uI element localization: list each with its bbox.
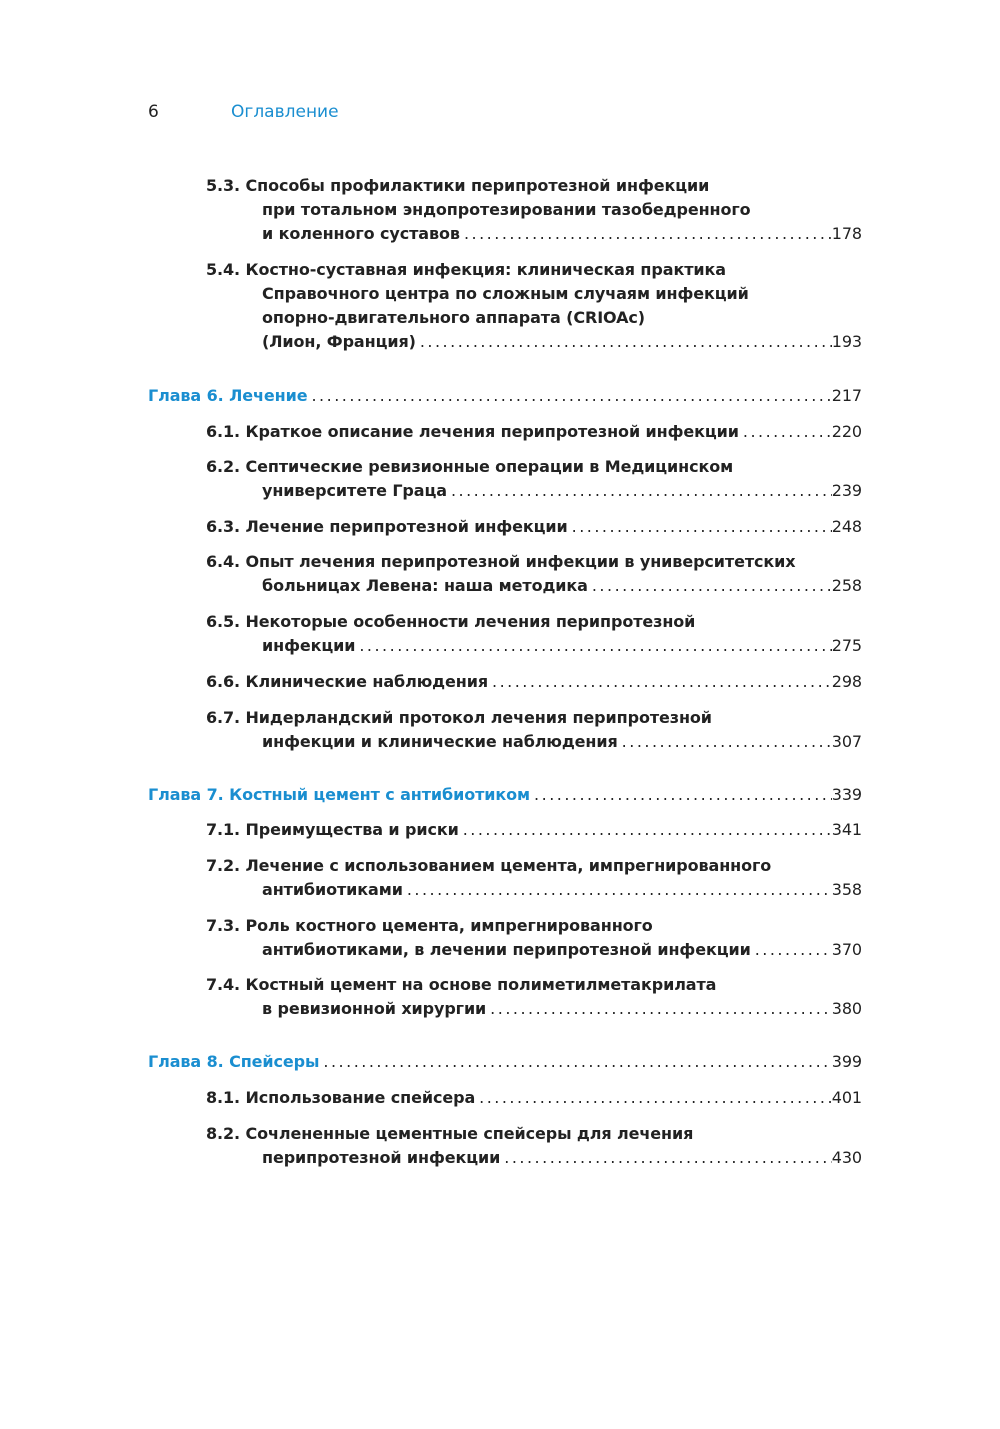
toc-page-number: 239 <box>831 481 862 500</box>
toc-page-number: 220 <box>831 422 862 441</box>
toc-page-number: 275 <box>831 636 862 655</box>
toc-entry-title-line: (Лион, Франция) <box>262 332 416 351</box>
toc-entry-7-3[interactable] <box>206 914 862 962</box>
toc-chapter-title: Глава 7. Костный цемент с антибиотиком <box>148 785 531 804</box>
dot-leader <box>459 818 832 842</box>
toc-page-number: 217 <box>831 386 862 405</box>
toc-chapter-title: Глава 8. Спейсеры <box>148 1052 320 1071</box>
toc-entry-title-line: 7.1. Преимущества и риски <box>206 820 459 839</box>
toc-entry-title-line: антибиотиками, в лечении перипротезной инфекции <box>262 940 751 959</box>
dot-leader <box>751 938 832 962</box>
toc-chapter-8[interactable] <box>148 1050 862 1074</box>
toc-page-number: 298 <box>831 672 862 691</box>
toc-entry-title-line: и коленного суставов <box>262 224 460 243</box>
toc-entry-title-line: перипротезной инфекции <box>262 1148 501 1167</box>
toc-page-number: 430 <box>831 1148 862 1167</box>
dot-leader <box>403 878 832 902</box>
dot-leader <box>460 222 832 246</box>
dot-leader <box>530 783 832 807</box>
dot-leader <box>618 730 832 754</box>
toc-entry-title-line: инфекции <box>262 636 356 655</box>
toc-entry-6-6[interactable] <box>206 670 862 694</box>
toc-page-number: 248 <box>831 517 862 536</box>
toc-entry-6-4[interactable] <box>206 550 862 598</box>
toc-page-number: 339 <box>831 785 862 804</box>
dot-leader <box>568 515 832 539</box>
dot-leader <box>319 1050 831 1074</box>
dot-leader <box>500 1146 831 1170</box>
toc-entry-8-1[interactable] <box>206 1086 862 1110</box>
toc-page-number: 401 <box>831 1088 862 1107</box>
toc-page-number: 358 <box>831 880 862 899</box>
toc-page-number: 307 <box>831 732 862 751</box>
toc-page-number: 399 <box>831 1052 862 1071</box>
toc-page-number: 380 <box>831 999 862 1018</box>
toc-page-number: 178 <box>831 224 862 243</box>
toc-chapter-6[interactable] <box>148 384 862 408</box>
toc-entry-title-line: 5.4. Костно-суставная инфекция: клиническая практика <box>206 260 726 279</box>
toc-entry-title-line: университете Граца <box>262 481 447 500</box>
toc-entry-5-3[interactable] <box>206 174 862 246</box>
toc-entry-6-1[interactable] <box>206 420 862 444</box>
page-number: 6 <box>148 102 159 122</box>
toc-entry-6-7[interactable] <box>206 706 862 754</box>
toc-page-number: 370 <box>831 940 862 959</box>
toc-entry-title-line: инфекции и клинические наблюдения <box>262 732 618 751</box>
toc-entry-title-line: 8.1. Использование спейсера <box>206 1088 476 1107</box>
toc-entry-title-line: 6.7. Нидерландский протокол лечения перипротезной <box>206 708 712 727</box>
toc-chapter-7[interactable] <box>148 783 862 807</box>
toc-entry-title-line: 6.5. Некоторые особенности лечения перипротезной <box>206 612 696 631</box>
toc-entry-6-3[interactable] <box>206 515 862 539</box>
dot-leader <box>588 574 832 598</box>
toc-entry-title-line: при тотальном эндопротезировании тазобедренного <box>262 200 751 219</box>
toc-chapter-title: Глава 6. Лечение <box>148 386 308 405</box>
toc-entry-7-2[interactable] <box>206 854 862 902</box>
toc-entry-title-line: в ревизионной хирургии <box>262 999 487 1018</box>
toc-entry-6-2[interactable] <box>206 455 862 503</box>
toc-page-number: 341 <box>831 820 862 839</box>
toc-entry-title-line: 6.6. Клинические наблюдения <box>206 672 488 691</box>
toc-entry-title-line: 6.1. Краткое описание лечения перипротезной инфекции <box>206 422 739 441</box>
toc-entry-title-line: антибиотиками <box>262 880 403 899</box>
toc-entry-title-line: 7.2. Лечение с использованием цемента, импрегнированного <box>206 856 772 875</box>
toc-entry-title-line: 6.4. Опыт лечения перипротезной инфекции в университетских <box>206 552 796 571</box>
toc-entry-title-line: больницах Левена: наша методика <box>262 576 588 595</box>
toc-entry-title-line: Справочного центра по сложным случаям инфекций <box>262 284 749 303</box>
toc-entry-7-4[interactable] <box>206 973 862 1021</box>
dot-leader <box>475 1086 832 1110</box>
toc-entry-title-line: 6.3. Лечение перипротезной инфекции <box>206 517 568 536</box>
dot-leader <box>486 997 832 1021</box>
running-title: Оглавление <box>231 102 339 122</box>
dot-leader <box>447 479 832 503</box>
toc-entry-title-line: 5.3. Способы профилактики перипротезной инфекции <box>206 176 710 195</box>
toc-entry-title-line: 6.2. Септические ревизионные операции в Медицинском <box>206 457 734 476</box>
toc-entry-8-2[interactable] <box>206 1122 862 1170</box>
toc-entry-7-1[interactable] <box>206 818 862 842</box>
dot-leader <box>416 330 832 354</box>
dot-leader <box>739 420 832 444</box>
toc-entry-title-line: 7.3. Роль костного цемента, импрегнированного <box>206 916 653 935</box>
dot-leader <box>307 384 831 408</box>
toc-page-number: 258 <box>831 576 862 595</box>
toc-entry-title-line: опорно-двигательного аппарата (CRIOAc) <box>262 308 645 327</box>
toc-page-number: 193 <box>831 332 862 351</box>
dot-leader <box>488 670 832 694</box>
toc-entry-6-5[interactable] <box>206 610 862 658</box>
toc-entry-title-line: 7.4. Костный цемент на основе полиметилметакрилата <box>206 975 717 994</box>
toc-entry-5-4[interactable] <box>206 258 862 354</box>
dot-leader <box>355 634 831 658</box>
toc-entry-title-line: 8.2. Сочлененные цементные спейсеры для лечения <box>206 1124 694 1143</box>
